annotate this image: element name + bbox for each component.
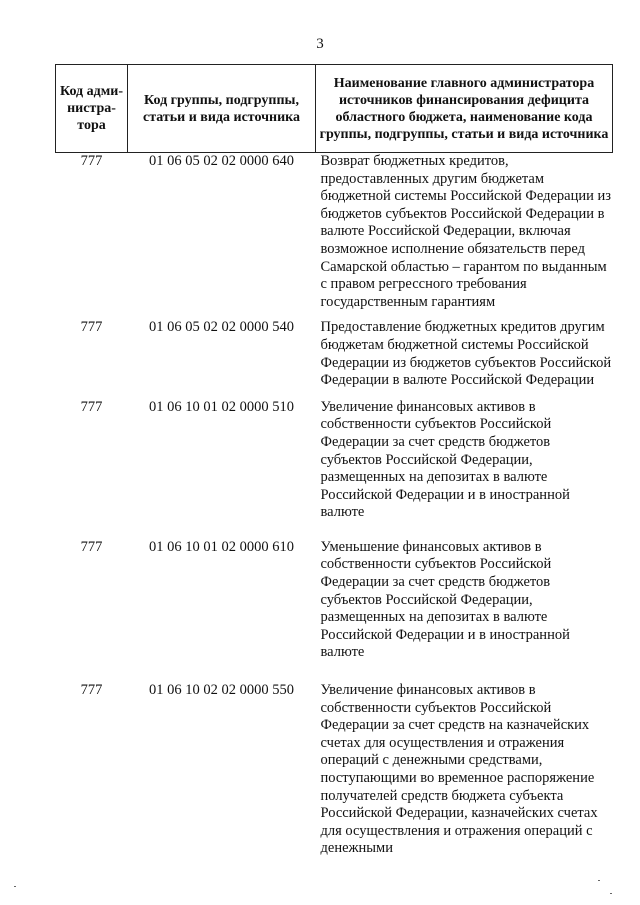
header-name: Наименование главного администратора источников финансирования дефицита областного бюджета, наименование кода группы, подгруппы, статьи и вида источника xyxy=(316,65,613,153)
source-name-cell: Увеличение финансовых активов в собственности субъектов Российской Федерации за счет средств на казначейских счетах для осуществления и отражения операций с денежными средствами, поступающими во временное распоряжение получателей средств бюджета субъекта Российской Федерации, казначейских счетах для осуществления и отражения операций с денежными xyxy=(320,682,598,857)
source-code-cell: 01 06 10 01 02 0000 510 xyxy=(149,398,294,415)
admin-code-cell: 777 xyxy=(80,682,103,699)
scan-speck xyxy=(598,880,600,881)
source-name-cell: Уменьшение финансовых активов в собственности субъектов Российской Федерации за счет средств бюджетов субъектов Российской Федерации, размещенных на депозитах в валюте Российской Федерации и в иностранной валюте xyxy=(320,538,570,661)
table-row xyxy=(56,678,613,858)
scan-speck xyxy=(610,893,612,894)
table-row xyxy=(56,394,613,538)
source-code-cell: 01 06 10 02 02 0000 550 xyxy=(149,682,294,699)
table-row xyxy=(56,153,613,315)
page-number: 3 xyxy=(316,36,324,52)
source-name-cell: Возврат бюджетных кредитов, предоставленных другим бюджетам бюджетной системы Российской Федерации из бюджетов субъектов Российской Федерации в валюте Российской Федерации, включая возможное исполнение обязательств перед Самарской областью – гарантом по выданным с правом регрессного требования государственным гарантиям xyxy=(320,153,611,310)
source-code-cell: 01 06 05 02 02 0000 540 xyxy=(149,319,294,336)
table-header xyxy=(56,65,613,153)
source-name-cell: Увеличение финансовых активов в собственности субъектов Российской Федерации за счет средств бюджетов субъектов Российской Федерации, размещенных на депозитах в валюте Российской Федерации и в иностранной валюте xyxy=(320,398,570,521)
admin-code-cell: 777 xyxy=(80,398,103,415)
scan-speck xyxy=(14,886,16,887)
source-code-cell: 01 06 10 01 02 0000 610 xyxy=(149,538,294,555)
table-row xyxy=(56,314,613,393)
admin-code-cell: 777 xyxy=(80,153,103,169)
header-source-code: Код группы, подгруппы, статьи и вида источника xyxy=(128,65,316,153)
sources-table xyxy=(55,64,613,858)
header-admin-code: Код адми-нистра-тора xyxy=(56,65,128,153)
table-row xyxy=(56,538,613,678)
source-name-cell: Предоставление бюджетных кредитов другим бюджетам бюджетной системы Российской Федерации из бюджетов субъектов Российской Федерации в валюте Российской Федерации xyxy=(320,319,612,389)
source-code-cell: 01 06 05 02 02 0000 640 xyxy=(149,153,294,169)
admin-code-cell: 777 xyxy=(80,319,103,336)
admin-code-cell: 777 xyxy=(80,538,103,555)
